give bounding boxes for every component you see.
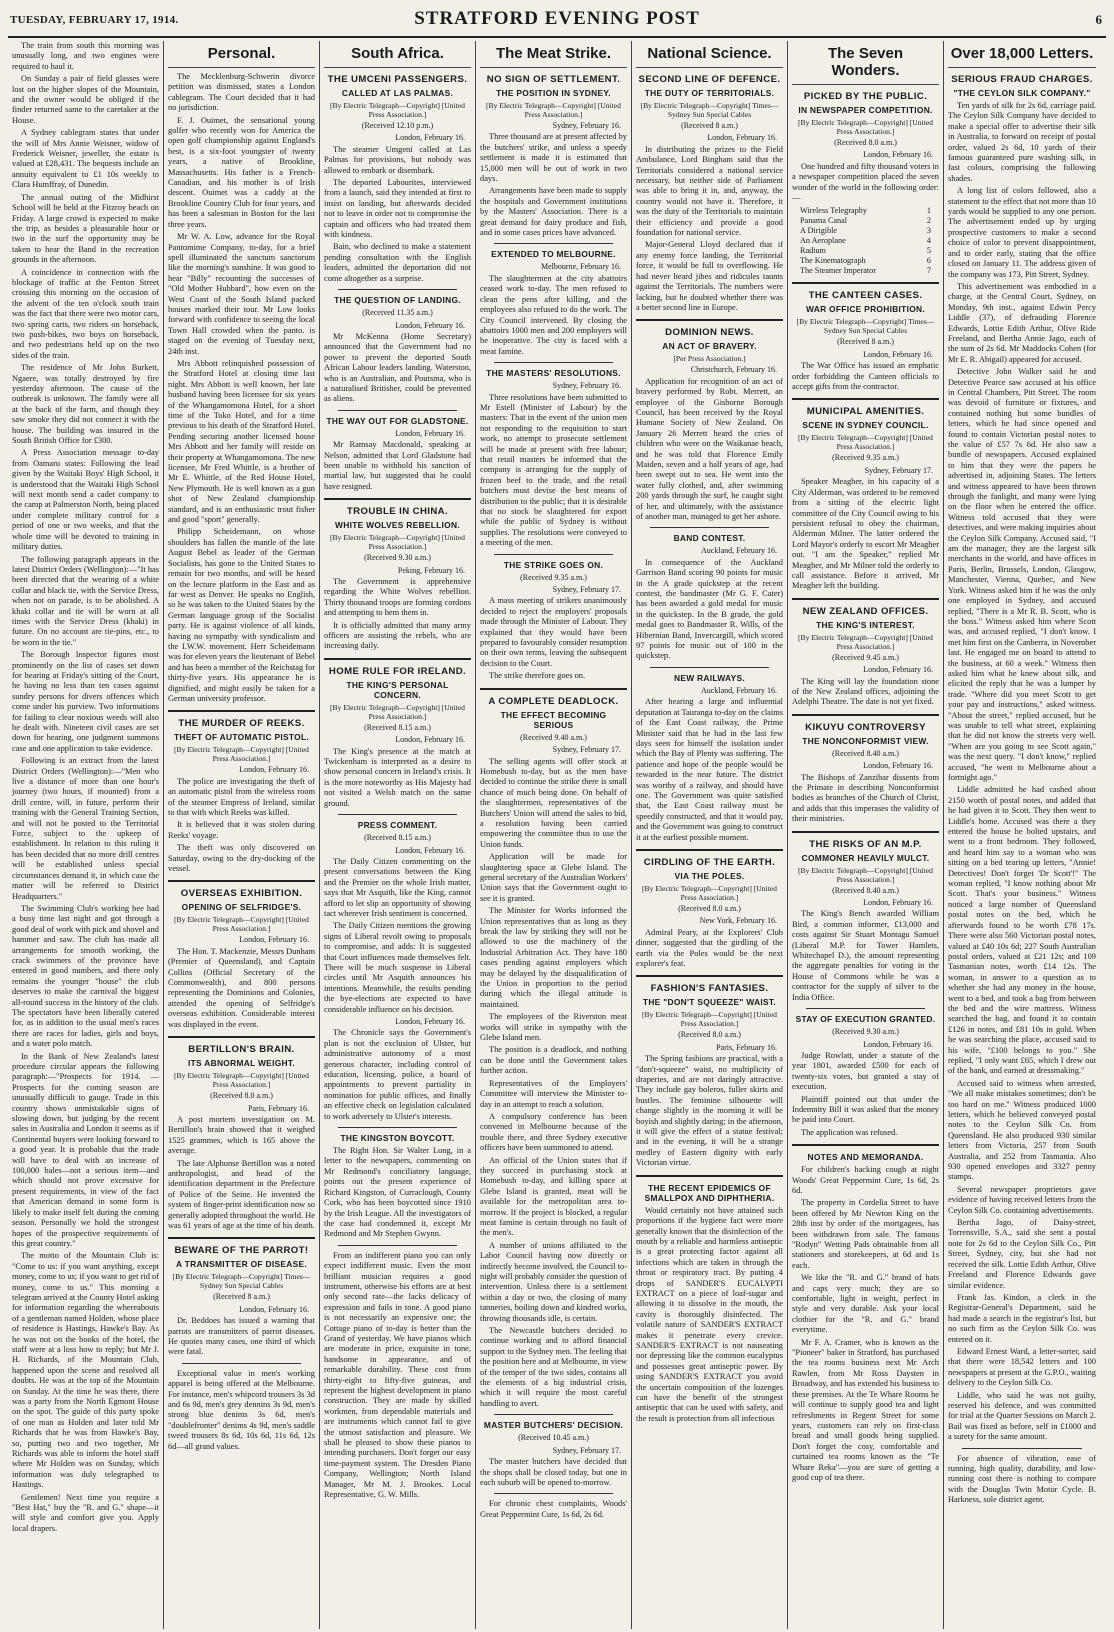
divider [168, 1237, 315, 1239]
paragraph: We like the "R. and G." brand of hats and caps very much; they are so comfortable, light in weight, perfect in style and very durable. Ask your local clothier for the "R. and G." brand everytime. [792, 1273, 939, 1335]
divider [636, 1175, 783, 1177]
paragraph: Three resolutions have been submitted to Mr Estell (Minister of Labour) by the masters: That in the event of the union men not responding to the requisition to start work, no attempt to prosecute settlement will be made at present with free labour; that retail masters be informed that the company is arranging for the supply of frozen beef to the trade, and the retail butchers must devise the best means of distribution to the public; that it is desirable that no stock be slaughtered for export while the public of Sydney is without supplies. The resolutions were conveyed to a meeting of the men. [480, 392, 627, 548]
wire-credit: [By Electric Telegraph—Copyright] [United Press Association.] [486, 101, 621, 119]
received-time: (Received 8.0 a.m.) [678, 903, 741, 913]
divider [338, 1245, 457, 1246]
paragraph: The residence of Mr John Burkett, Ngaere, was totally destroyed by fire yesterday afternoon. The cause of the outbreak is unknown. The family were all at the back of the farm, and though they saw smoke they did not connect it with the house. The building was insured in the South British Office for £300. [12, 363, 159, 446]
paragraph: The King will lay the foundation stone of the New Zealand offices, adjoining the Adelphi Theatre. The date is not yet fixed. [792, 676, 939, 707]
divider [792, 398, 939, 400]
dateline: London, February 16. [395, 845, 465, 855]
article-subheading: SCENE IN SYDNEY COUNCIL. [802, 420, 929, 431]
article-subheading: OPENING OF SELFRIDGE'S. [181, 902, 302, 913]
wire-credit: [By Electric Telegraph—Copyright] [United Press Association.] [330, 101, 465, 119]
wire-credit: [By Electric Telegraph—Copyright] [United Press Association.] [642, 883, 777, 902]
column-heading: Personal. [168, 41, 315, 68]
dateline: Sydney, February 17. [552, 585, 621, 595]
paragraph: The police are investigating the theft of an automatic pistol from the wireless room of the steamer Empress of Ireland, similar to that with which Reeks was killed. [168, 776, 315, 817]
paragraph: Several newspaper proprietors gave evidence of having received letters from the Ceylon Silk Co. containing advertisements. [948, 1184, 1096, 1215]
paragraph: The Mecklenburg-Schwerin divorce petition was dismissed, states a London cablegram. The Court decided that it had no jurisdiction. [168, 72, 315, 113]
column-seven-wonders [788, 41, 944, 1629]
paragraph: Judge Rowlatt, under a statute of the year 1801, awarded £500 for each of twenty-six votes, but granted a stay of execution. [792, 1050, 939, 1092]
paragraph: Edward Ernest Ward, a letter-sorter, said that there were 18,542 letters and 100 newspapers at present at the G.P.O., waiting delivery to the Ceylon Silk Co. [948, 1346, 1096, 1388]
wire-credit: [By Electric Telegraph—Copyright] Times—Sydney Sun Special Cables [172, 1272, 311, 1291]
divider [806, 1008, 925, 1009]
received-time: (Received 8 a.m.) [837, 337, 894, 347]
wire-credit: [By Electric Telegraph—Copyright] [United Press Association.] [798, 632, 933, 651]
dateline: Auckland, February 16. [701, 546, 777, 556]
paragraph: A Sydney cablegram states that under the will of Mrs Annie Weisner, widow of Frederick Weisner, jeweller, the estate is valued at £28,431. The bequests include an annuity equivalent to £1 10s weekly to Clara Humffray, of Dunedin. [12, 128, 159, 190]
paragraph: The Hon. T. Mackenzie, Messrs Dunham (Premier of Queensland), and Captain Collins (Official Secretary of the Commonwealth), and 800 persons representing the Dominions and Colonies, attended the opening of Selfridge's overseas exhibition. Considerable interest was displayed in the event. [168, 946, 315, 1029]
article-subheading: ITS ABNORMAL WEIGHT. [188, 1058, 295, 1069]
article-subheading: THE KINGSTON BOYCOTT. [340, 1133, 455, 1144]
received-time: (Received 9.30 a.m.) [364, 553, 431, 563]
dateline: London, February 16. [395, 735, 465, 745]
dateline: London, February 16. [863, 665, 933, 675]
column-heading: Over 18,000 Letters. [948, 41, 1096, 68]
paragraph: Bain, who declined to make a statement pending consultation with the English leaders, admitted the deportation did not come altogether as a surprise. [324, 242, 471, 283]
paragraph: Ten yards of silk for 2s 6d, carriage paid. The Ceylon Silk Company have decided to make a special offer to advertise their silk in Australia, to forward on receipt of postal order, valued 2s 6d, 10 yards of their famous guaranteed pure washing silk, in fast colours, comprising the following shades. [948, 101, 1096, 183]
article-subheading: THE DUTY OF TERRITORIALS. [644, 88, 775, 98]
masthead [8, 6, 1106, 38]
dateline: Paris, February 16. [716, 1042, 777, 1052]
paragraph: Mr W. A. Low, advance for the Royal Pantomime Company, to-day, for a brief spell illuminated the sanctum sanctorum like the morning's sunshine. It was good to hear "Billy" recounting the successes of "Old Mother Hubbard", how even on the West Coast of the South Island packed houses marked their tour. Mr Low looks forward with confidence to seeing the local Town Hall crowded when the panto. is staged on the evening of Tuesday next, 24th inst. [168, 232, 315, 356]
paragraph: The annual outing of the Midhirst School will be held at the Fitzroy beach on Friday. A large crowd is expected to make the trip, as besides a pleasurable hour or two in the surf the opportunity may be taken to hear the Band in the recreation grounds in the afternoon. [12, 192, 159, 265]
paragraph: A compulsory conference has been convened in Melbourne because of the trouble there, and three Sydney executive officers have been summoned to attend. [480, 1111, 627, 1153]
dateline: London, February 16. [395, 1017, 465, 1026]
column-heading: The Seven Wonders. [792, 41, 939, 85]
article-subheading: EXTENDED TO MELBOURNE. [491, 249, 616, 260]
article-headline: FASHION'S FANTASIES. [650, 983, 769, 995]
article-headline: HOME RULE FOR IRELAND. [328, 665, 467, 677]
divider [494, 1414, 613, 1415]
dateline: Christchurch, February 16. [690, 365, 777, 375]
dateline: Sydney, February 17. [552, 745, 621, 755]
divider [792, 282, 939, 284]
article-headline: THE UMCENI PASSENGERS. [327, 74, 468, 85]
divider [650, 667, 769, 668]
received-time: (Received 8.0 a.m.) [834, 138, 897, 147]
article-subheading: COMMONER HEAVILY MULCT. [801, 852, 930, 863]
divider [792, 714, 939, 716]
paragraph: The Minister for Works informed the Union representatives that as long as they break the law by striking they will not be allowed to use the machinery of the Industrial Arbitration Act. They have 180 cases pending against employers which may be delayed by the disqualification of the Union in proportion to the period during which the illegal attitude is maintained. [480, 906, 627, 1009]
article-headline: THE RISKS OF AN M.P. [809, 838, 922, 850]
article-headline: A COMPLETE DEADLOCK. [488, 695, 619, 707]
received-time: (Received 10.45 a.m.) [518, 1433, 589, 1443]
paragraph: The selling agents will offer stock at Homebush to-day, but as the men have decided to continue the strike there is small chance of much being done. On behalf of the slaughtermen, representatives of the Butchers' Union will attend the sales to bid, a resolution having been carried empowering the committee thus to use the Union funds. [480, 756, 627, 849]
paragraph: The Bishops of Zanzibar dissents from the Primate in describing Nonconformist bodies as branches of the Church of Christ, and adds that this imperases the validity of their ministries. [792, 772, 939, 824]
dateline: Paris, February 16. [248, 1103, 309, 1113]
paragraph: A mass meeting of strikers unanimously decided to reject the employers' proposals made through the Minister of Labour. They explained that they would have been prepared to favourably consider resumption on their own terms, leaving the subsequent decision to the Court. [480, 596, 627, 668]
received-time: (Received 8 a.m.) [681, 121, 738, 130]
divider [338, 814, 457, 815]
dateline: London, February 16. [863, 150, 933, 160]
article-subheading: NEW RAILWAYS. [673, 672, 746, 683]
paragraph: Mr McKenna (Home Secretary) announced that the Government had no power to prevent the deported South African Labour leaders landing. Waterston, who is an Australian, and Poutsma, who is a naturalised Britisher, could be prevented as aliens. [324, 331, 471, 404]
received-time: (Received 9.30 a.m.) [832, 1027, 899, 1037]
article-headline: THE CANTEEN CASES. [808, 290, 923, 302]
dateline: London, February 16. [239, 1304, 309, 1314]
article-headline: KIKUYU CONTROVERSY [805, 721, 926, 733]
advertisement: Gentlemen! Next time you require a "Best Hat," buy the "R. and G." shape—it will style and comfort give you. Apply local drapers. [12, 1492, 159, 1533]
divider [636, 319, 783, 321]
article-headline: BEWARE OF THE PARROT! [174, 1245, 309, 1257]
divider [338, 1127, 457, 1128]
wire-credit: [By Electric Telegraph—Copyright] [United Press Association.] [798, 433, 933, 452]
dateline: Auckland, February 16. [701, 685, 777, 695]
advertisement: Exceptional value in men's working apparel is being offered at the Melbourne. For instance, men's whipcord trousers 3s 3d and 6s 9d, men's grey dennins 3s 9d, men's strong blue denims 3s 6d, men's "doublefronter" denims 4s 9d, men's saddle tweed trousers 8s 6d, 10s 6d, 11s 6d, 12s 6d—all grand values. [168, 1368, 315, 1451]
received-time: (Received 12.10 p.m.) [361, 121, 434, 130]
article-headline: MUNICIPAL AMENITIES. [806, 406, 925, 418]
divider [636, 975, 783, 977]
column-local-news [8, 41, 164, 1629]
dateline: London, February 16. [863, 761, 933, 771]
dateline: London, February 16. [395, 133, 465, 143]
paragraph: The Right Hon. Sir Walter Long, in a letter to the newspapers, commenting on Mr Redmond's conciliatory language, points out the present experience of Richard Kingston, of Curraclough, County Cork, who has been boycotted since 1910 by the Irish League. All the investigators of the case had condemned it, except Mr Redmond and Mr Stephen Gwynn. [324, 1146, 471, 1239]
article-subheading: VIA THE POLES. [674, 870, 745, 881]
dateline: London, February 16. [239, 765, 309, 775]
divider [338, 410, 457, 411]
paragraph: The Chronicle says the Government's plan is not the exclusion of Ulster, but administrative autonomy of a most generous character, including control of education, licensing, police, a board of appointments to prevent partiality in nomination for public offices, and finally an effective check on legislation calculated to work adversely to Ulster's interests. [324, 1028, 471, 1121]
advertisement: Would certainly not have attained such proportions if the hygiene fact were more generally known that the disinfection of the mouth by a reliable and harmless antiseptic is a great protecting factor against all infections which are taken in through the throat or respiratory tract. By putting 4 drops of SANDER'S EUCALYPTI EXTRACT on a piece of loaf-sugar and allowing it to dissolve in the mouth, the cavity is thoroughly disinfected. The volatile nature of SANDER'S EXTRACT makes it penetrate every crevice. SANDER'S EXTRACT is not nauseating nor depressing like the common eucalyptus and possesses great antiseptic power. By using SANDER'S EXTRACT you avoid the uncertain composition of the lozenges can have the benefit of the strongest antiseptic that can be used with safety, and the result is protection from all infectious [636, 1205, 783, 1423]
paragraph: Mr Ramsay Macdonald, speaking at Nelson, admitted that Lord Gladstone had been unable to withhold his sanction of martial law, but suggested that he could have resigned. [324, 440, 471, 491]
paragraph: The Swimming Club's working bee had a busy time last night and got through a good deal of work with pick and shovel and hammer and saw. The club has made all arrangements for smooth working, the crack swimmers of the province have entered in good numbers, and there only remains the younger "house" the club deserves to make the carnival the biggest all-round success in the history of the club. The spectators have been liberally catered for, as in addition to the usual men's races there are races for ladies, girls and boys, and a water polo match. [12, 903, 159, 1049]
dateline: Peking, February 16. [397, 565, 465, 575]
wire-credit: [By Electric Telegraph—Copyright] [United Press Association.] [642, 1010, 777, 1029]
paragraph: The following paragraph appears in the latest District Orders (Wellington):—"It has been directed that the wearing of a white collar and black tie, with the Service Dress, when not on parade, is to be abolished. A khaki collar and tie will be worn at all times with the Service Dress (khaki) in future. On no account are tie-pins, etc., to be worn in the tie." [12, 554, 159, 647]
newspaper-title: STRATFORD EVENING POST [414, 8, 700, 29]
list-item: The Steamer Imperator 7 [800, 266, 931, 276]
article-headline: OVERSEAS EXHIBITION. [180, 888, 303, 900]
article-subheading: NOTES AND MEMORANDA. [807, 1152, 924, 1163]
received-time: (Received 9.35 a.m.) [832, 453, 899, 463]
paragraph: The War Office has issued an emphatic order forbidding the Canteen officials to accept gifts from the contractor. [792, 361, 939, 392]
paragraph: One hundred and fifty thousand voters in a newspaper competition placed the seven wonder of the world in the following order:— [792, 161, 939, 203]
article-headline: SERIOUS FRAUD CHARGES. [951, 74, 1093, 85]
dateline: London, February 16. [707, 133, 777, 143]
list-item: Radium 5 [800, 246, 931, 256]
article-subheading: MASTER BUTCHERS' DECISION. [483, 1420, 624, 1431]
divider [962, 1448, 1082, 1449]
paragraph: The Borough Inspector figures most prominently on the list of cases set down for hearing at Friday's sitting of the Court, he having no less than ten cases against sundry persons for divers offences which come under his purview. Two informations for failing to clear noxious weeds will also be dealt with. Nineteen civil cases are set down for hearing, one judgment summons case and one application to take evidence. [12, 650, 159, 753]
paragraph: The King's presence at the match at Twickenham is interpreted as a desire to show personal concern in Ireland's crisis. It is the more noteworthy as His Majesty had not visited a Welsh match on the same ground. [324, 746, 471, 808]
column-fraud-charges [944, 41, 1100, 1629]
paragraph: The motto of the Mountain Club is: "Come to us: if you want anything, except money, come to us; if you want to get rid of money, come to us." This morning a telegram arrived at the County Hotel asking for information regarding the whereabouts of a gentleman named Holden, whose place of residence is Hastings, Hawke's Bay. As he was not on the books of the hotel, the staff were at a loss how to reply; but Mr J. H. Richards, of the Mountain Club, happened upon the scene and resolved all doubts. He was at the top of the Mountain on Sunday. At the time he was there, there was a party from the North Egmont House on the spot. The guide of this party spoke of one man as Holden and later told Mr Richards that he was from Hawke's Bay, so, putting two and two together, Mr Richards was able to inform the hotel staff where Mr Holden was on Sunday, which information was duly telegraphed to Hastings. [12, 1251, 159, 1490]
paragraph: The King's Bench awarded William Bird, a common informer, £13,000 and costs against Sir Stuart Montagu Samuel (Liberal M.P. for Tower Hamlets, Whitechapel D.), the amount representing the aggregate penalties for voting in the House of Commons while he was a contractor for the supply of silver to the India Office. [792, 909, 939, 1002]
wire-credit: [By Electric Telegraph—Copyright] [United Press Association.] [798, 118, 933, 136]
list-item: Panama Canal 2 [800, 216, 931, 226]
list-item: Wireless Telegraphy 1 [800, 206, 931, 216]
paragraph: The Newcastle butchers decided to continue working and to afford financial support to the Sydney men. The feeling that the position here and at Melbourne, in view of the temper of the two sides, contains all the elements of a big industrial crisis, which it will require the most careful handling to avert. [480, 1326, 627, 1408]
article-subheading: CALLED AT LAS PALMAS. [341, 88, 454, 98]
article-subheading: THE NONCONFORMIST VIEW. [802, 735, 929, 746]
article-subheading: THE KING'S PERSONAL CONCERN. [346, 679, 449, 700]
wire-credit: [By Electric Telegraph—Copyright] Times—Sydney Sun Special Cables [796, 317, 935, 336]
paragraph: This advertisement was embodied in a charge, at the Central Court, Sydney, on Monday, 9th inst., against Edwin Percy Liddle (37), of defrauding Florence Edwards, Lottie Edith Arthur, Olive Ride Freeland, and Bertha Annie Jago, each of the sum of 2s 6d. Mr Maddocks Cohen (for Mr E. R. Abigail) appeared for accused. [948, 281, 1096, 364]
paragraph: F. J. Ouimet, the sensational young golfer who recently won for America the open golf championship against England's best, is a six-foot youngster of twenty years, a native of Brookline, Massachusetts. His father is a French-Canadian, and his mother is of Irish descent. Ouimet was a caddy at the Brookline Country Club for four years, and has been a salesman in Boston for the last three years. [168, 115, 315, 229]
divider [324, 658, 471, 660]
paragraph: Philipp Scheidemann, on whose shoulders has fallen the mantle of the late August Bebel as leader of the German Socialists, has gone to the United States to remain for two months, and will be heard on the lecture platform in the East and as far west as Denver. He speaks no English, so he was taken to the United States by the German language group of the Socialist party. He is against violence of all kinds, having no sympathy with syndicalism and the I.W.W. movement. Herr Scheidemann was for eleven years the lieutenant of Bebel and has been a member of the Reichstag for thirty-five years. His appearance he is dignified, and might easily be taken for a German university professor. [168, 527, 315, 703]
paragraph: It is officially admitted that many army officers are assisting the rebels, who are increasing daily. [324, 620, 471, 651]
divider [494, 1493, 613, 1494]
wire-credit: [By Electric Telegraph—Copyright] [United Press Association.] [798, 865, 933, 884]
received-time: (Received 9.35 a.m.) [520, 572, 587, 582]
article-subheading: THE EFFECT BECOMING SERIOUS [500, 709, 607, 730]
article-subheading: THE STRIKE GOES ON. [503, 559, 604, 570]
paragraph: Arrangements have been made to supply the hospitals and Government institutions by the Masters' Association. There is a great demand for dairy produce and fish, and in some cases prices have advanced. [480, 186, 627, 238]
wire-credit: [By Electric Telegraph—Copyright] [United Press Association.] [174, 745, 309, 764]
paragraph: A Press Association message to-day from Oamaru states: Following the lead given by the Waitaki Boys' High School, it is understood that the Waitaki High School will next month send a cadet company to the camp at Palmerston North, being placed under complete military control for a period of one or two weeks, and that the whole time will be devoted to training in military duties. [12, 448, 159, 552]
paragraph: Application will be made for slaughtering space at Glebe Island. The general secretary of the Australian Workers' Union says that the Government ought to see it is granted. [480, 852, 627, 903]
article-subheading: THE POSITION IN SYDNEY. [496, 88, 611, 98]
paragraph: In the Bank of New Zealand's latest procedure circular appears the following paragraph:—"Prospects for 1914. —Prospects for the coming season are unusually difficult to gauge. Trade in this country shows unmistakable signs of slowing down, but judging by the recent sales in Australia and London it seems as if Continental buyers were looking forward to a good year. It is probable that the trade will have to deal with an increase of 100,000 bales—not a serious item—and which should not prove excessive for present requirements, in view of the fact that American demand in some form is likely to make itself felt during the coming season. Personally we hold the strongest hopes of the prospective requirements of this great country." [12, 1051, 159, 1248]
wire-credit: [By Electric Telegraph—Copyright] [United Press Association.] [330, 533, 465, 552]
received-time: (Received 8.15 a.m.) [364, 833, 431, 843]
issue-date: TUESDAY, FEBRUARY 17, 1914. [10, 14, 179, 26]
article-subheading: BAND CONTEST. [673, 533, 746, 544]
column-personal [164, 41, 320, 1629]
dateline: Sydney, February 17. [864, 465, 933, 475]
paragraph: Speaker Meagher, in his capacity of a City Alderman, was ordered to be removed from a sitting of the electric light committee of the City Council owing to his persistent refusal to obey the chairman, Alderman Milner. The latter ordered the Lord Mayor's orderly to escort Mr Meagher out. "I am the Speaker," replied Mr Meagher, and Mr Milner told the orderly to call assistance. Before it arrived, Mr Meagher left the building. [792, 477, 939, 591]
divider [494, 554, 613, 555]
article-subheading: THE "DON'T SQUEEZE" WAIST. [642, 997, 777, 1008]
paragraph: Liddle, who said he was not guilty, reserved his defence, and was committed for trial at the Quarter Sessions on March 2. Bail was fixed as before, self in £1000 and a surety for the same amount. [948, 1390, 1096, 1442]
article-headline: NEW ZEALAND OFFICES. [802, 605, 929, 617]
paragraph: Liddle admitted he had cashed about 2150 worth of postal notes, and added that he had given it to Scott. They then went to Liddle's home. Accused was there a they entered the house he bolted upstairs, and went to a front bedroom. They followed, and heard him say to a woman who was sitting on a bed tearing up letters, "Annie! Detectives! Don't forget 'Dr Scott'!" The woman replied, "I know nothing about Mr Scott. That's your business." Witness noticed a large number of Queensland postal notes on the bed, which he afterwards found to be worth £78 17s. There were also 560 Victorian postal notes, valued at £40 10s 6d; 227 South Australian postal orders, valued at £21 12s; and 109 Tasmanian notes, worth £14 12s. The woman, in answer to a question as to whether she had any money in the house, went to a bed, and took a bag from between the bed and the wire mattress. Witness searched the bag, and found it to contain £126 in notes, and £81 10s in gold. When he was searching the place, accused said to his wife, "£100 belongs to you." She replied, "I only want £65, which I drew out of the bank, and earned at dressmaking." [948, 785, 1096, 1076]
paragraph: A post mortem investigation on M. Bertillon's brain showed that it weighed 1525 grammes, which is 165 above the average. [168, 1114, 315, 1156]
paragraph: The Daily Citizen commenting on the present conversations between the King and the Premier on the whole Irish matter, says that Mr Asquith, like the King, cannot afford to let slip an opportunity of showing tact wherever Irish sentiment is concerned. [324, 856, 471, 918]
divider [792, 1144, 939, 1146]
dateline: Sydney, February 16. [552, 381, 621, 391]
paragraph: For children's hacking cough at night Woods' Great Peppermint Cure, 1s 6d, 2s 6d. [792, 1165, 939, 1195]
divider [650, 527, 769, 528]
paragraph: Mrs Abbott relinquished possession of the Stratford Hotel at closing time last night. Mrs Abbott is well known, her late husband having been licensee for six years of the Whangamomona Hotel, for a short time of the Toko Hotel, and for a time previous to his death of the Stratford Hotel. Pending securing another licensed house Mrs Abbott and her family will reside on their property at Whangamomona. The new licensee, Mr Fred Whittle, is a brother of Mr E. Whittle, of the Red House Hotel, New Plymouth. He is well known as a gun shot of New Zealand championship standard, and is an enthusiastic trout fisher and good "sport" generally. [168, 358, 315, 525]
received-time: (Received 8.0 a.m.) [210, 1091, 273, 1101]
article-headline: PICKED BY THE PUBLIC. [803, 91, 928, 102]
paragraph: Admiral Peary, at the Explorers' Club dinner, suggested that the girdling of the earth via the Poles would be the next explorer's feat. [636, 927, 783, 968]
paragraph: The strike therefore goes on. [489, 671, 586, 681]
paragraph: A long list of colors followed, also a statement to the effect that not more than 10 yards would be supplied to any one person. The advertisement ended up by urging prospective customers to make a second choice of color to prevent disappointment, and to order early, stating that the office closed on January 11. The address given of the company was 173, Pitt Street, Sydney. [948, 186, 1096, 279]
column-south-africa [320, 41, 476, 1629]
paragraph: The master butchers have decided that the shops shall be closed today, but one in each suburb will be opened to-morrow. [480, 1457, 627, 1487]
paragraph: In distributing the prizes to the Field Ambulance, Lord Bingham said that the Territorials considered a national service necessary, but neither side of Parliament was able to bring it in, and, anyway, the country would not have it. Therefore, it was the duty of the Territorials to maintain their efficiency and provide a good foundation for national service. [636, 144, 783, 238]
article-headline: SECOND LINE OF DEFENCE. [638, 74, 781, 85]
received-time: (Received 8.40 a.m.) [832, 748, 899, 758]
dateline: London, February 16. [863, 1039, 933, 1049]
paragraph: Representatives of the Employers' Committee will interview the Minister to-day in an attempt to reach a solution. [480, 1078, 627, 1109]
divider [792, 831, 939, 833]
dateline: London, February 16. [395, 320, 465, 330]
advertisement: For chronic chest complaints, Woods' Great Peppermint Cure, 1s 6d, 2s 6d. [480, 1499, 627, 1519]
wire-credit: [Per Press Association.] [673, 354, 746, 364]
article-subheading: STAY OF EXECUTION GRANTED. [795, 1014, 936, 1025]
article-subheading: WAR OFFICE PROHIBITION. [805, 304, 926, 315]
list-item: An Aeroplane 4 [800, 236, 931, 246]
paragraph: The Spring fashions are practical, with a "don't-squeeze" waist, no multiplicity of draperies, and are not daringly attractive. They include gay boleros, fuller skirts and bustles. The feminine silhouette will change slightly in the morning it will be boyish and slightly daring; in the afternoon, it will give the effect of a statue festival; and in the evening, it will be a strange medley of Eastern dignity with early Victorian virtue. [636, 1054, 783, 1168]
article-headline: THE MURDER OF REEKS. [178, 718, 305, 730]
column-heading: The Meat Strike. [480, 41, 627, 68]
paragraph: On Sunday a pair of field glasses were lost on the higher slopes of the Mountain, and the owner would be obliged if the finder returned same to the caretaker at the House. [12, 74, 159, 125]
paragraph: The steamer Umgeni called at Las Palmas for provisions, but nobody was allowed to embark or disembark. [324, 144, 471, 175]
advertisement: From an indifferent piano you can only expect indifferent music. Even the most brilliant musician requires a good instrument, otherwise his efforts are at best only second rate—the lacks delicacy of expression and fails in tone. A good piano is not necessarily an expensive one; the Cottage piano of to-day is better than the Grand of yesterday. We have pianos which are moderate in price, exquisite in tone, handsome in appearance, and of remarkable durability. These cost from thirty-eight to fifty-five guineas, and represent the highest development in piano construction. They are made by skilled workmen, from dependable materials and are instruments which cannot fail to give the utmost satisfaction and pleasure. We shall be pleased to show these pianos to intending purchasers. Don't forget our easy time-payment system. The Dresden Piano Company, Wellington; North Island Manager, Mr M. J. Brookes. Local Representative, G. W. Mills. [324, 1250, 471, 1500]
paragraph: A number of unions affiliated to the Labor Council having now directly or indirectly become involved, the Council to-night will probably consider the question of intervention. Unless there is a settlement within a day or two, the closing of many tanneries, boiling down and kindred works, throwing thousands idle, is certain. [480, 1240, 627, 1323]
paragraph: Following is an extract from the latest District Orders (Wellington):—"Men who live a distance of more than one hour's journey (two hours, if mounted) from a drill centre, will, in future, perform their training with the General Training Section, and will not be posted to the Territorial Force, subject to the upkeep of establishment. In relation to this ruling it has been decided that no more drill centres will be established unless special circumstances demand it, in which case the matter will be referred to District Headquarters." [12, 756, 159, 901]
divider [168, 880, 315, 882]
divider [494, 362, 613, 363]
article-headline: BERTILLON'S BRAIN. [188, 1044, 295, 1056]
article-subheading: IN NEWSPAPER COMPETITION. [798, 105, 933, 115]
divider [168, 710, 315, 712]
column-heading: South Africa. [324, 41, 471, 68]
paragraph: Application for recognition of an act of bravery performed by Robt. Merrett, an employee of the Gisborne Borough Council, has been received by the Royal Humane Society of New Zealand. On January 26 Merrett heard the cries of children who were on the Waikanae beach, and he was told that Florence Emily Maiden, seven and a half years of age, had been swept out to sea. He went into the water fully clothed, and, after swimming 200 yards through the surf, he caught sight of her, and ultimately, with the assistance of another man, managed to get her ashore. [636, 376, 783, 521]
divider [480, 688, 627, 690]
paragraph: The late Alphonse Bertillon was a noted anthropologist, and head of the identification department in the Prefecture of Police of the Seine. He invented the system of finger-print identification now so generally adopted throughout the world. He was 61 years of age at the time of his death. [168, 1158, 315, 1230]
page-number: 6 [1095, 12, 1102, 27]
list-item: A Dirigible 3 [800, 226, 931, 236]
article-headline: TROUBLE IN CHINA. [346, 506, 449, 518]
article-subheading: THE MASTERS' RESOLUTIONS. [486, 368, 621, 379]
article-subheading: PRESS COMMENT. [357, 820, 438, 831]
dateline: Sydney, February 17. [552, 1445, 621, 1455]
wire-credit: [By Electric Telegraph—Copyright] Times—Sydney Sun Special Cables [640, 101, 779, 119]
paragraph: Plaintiff pointed out that under the Indemnity Bill it was asked that the money be paid into Court. [792, 1094, 939, 1125]
columns [8, 41, 1106, 1629]
article-subheading: A TRANSMITTER OF DISEASE. [176, 1259, 307, 1270]
dateline: London, February 16. [395, 428, 465, 438]
paragraph: Accused said to witness when arrested, "We all make mistakes sometimes; don't be too hard on me." Witness produced 1000 letters, which he believed conveyed postal notes to the Ceylon Silk Co. from Queensland. He also produced 930 similar letters from Victoria, 257 from South Australia, and 252 from Tasmania. Also 930 opened envelopes and 3327 penny stamps. [948, 1078, 1096, 1182]
divider [494, 243, 613, 244]
wire-credit: [By Electric Telegraph—Copyright] [United Press Association.] [174, 915, 309, 934]
received-time: (Received 11.35 a.m.) [362, 308, 433, 318]
paragraph: The Government is apprehensive regarding the White Wolves rebellion. Thirty thousand troops are forming cordons and attempting to hem them in. [324, 577, 471, 618]
article-headline: CIRDLING OF THE EARTH. [643, 856, 776, 868]
paragraph: Frank Jas. Kindon, a clerk in the Registrar-General's Department, said he had made a search in the registrar's list, but no such firm as the Ceylon Silk Co. was entered on it. [948, 1292, 1096, 1344]
article-headline: NO SIGN OF SETTLEMENT. [486, 74, 621, 85]
divider [636, 849, 783, 851]
article-subheading: "THE CEYLON SILK COMPANY." [953, 88, 1091, 98]
divider [168, 1036, 315, 1038]
divider [338, 289, 457, 290]
paragraph: Bertha Jago, of Daisy-street, Torrensville, S.A., said she sent a postal note for 2s 6d to the Ceylon Silk Co., Pitt Street, Sydney, city, but she had not received the silk. Lottie Edith Arthur, Olive Freeland and Florence Edwards gave similar evidence. [948, 1218, 1096, 1290]
article-subheading: WHITE WOLVES REBELLION. [335, 520, 460, 531]
received-time: (Received 8 a.m.) [213, 1292, 270, 1302]
received-time: (Received 8.40 a.m.) [832, 885, 899, 895]
column-meat-strike [476, 41, 632, 1629]
dateline: London, February 16. [239, 935, 309, 945]
divider [792, 598, 939, 600]
dateline: Sydney, February 16. [552, 121, 621, 130]
paragraph: After hearing a large and influential deputation at Tauranga to-day on the claims of the East Coast railway, the Prime Minister said that he had in the last few days seen for himself the isolation under which the Bay of Plenty was suffering. The patience and hope of the people would be rewarded in the near future. The district was worthy of a railway, and should have one. The Government was quite satisfied that, the East Coast railway must be speedily constructed, and that it would pay, and the Government was going to construct it at the earliest possible moment. [636, 697, 783, 842]
advertisement: For absence of vibration, ease of running, high quality, durability, and low-running cost there is nothing to compare with the Douglas Twin Motor Cycle. B. Harkness, sole district agent. [948, 1453, 1096, 1505]
column-national-science [632, 41, 788, 1629]
article-subheading: THE KING'S INTEREST. [816, 619, 915, 630]
paragraph: Dr. Beddoes has issued a warning that parrots are transmitters of parrot diseases. He quotes many cases, one third of which were fatal. [168, 1316, 315, 1357]
paragraph: The theft was only discovered on Saturday, owing to the dry-docking of the vessel. [168, 843, 315, 874]
article-subheading: THEFT OF AUTOMATIC PISTOL. [174, 732, 309, 743]
article-subheading: THE QUESTION OF LANDING. [334, 295, 461, 306]
paragraph: Three thousand are at present affected by the butchers' strike, and unless a speedy settlement is made it is estimated that 15,000 men will be out of work in two days. [480, 132, 627, 184]
paragraph: The deported Labourites, interviewed from a launch, said they intended at first to insist on landing, but afterwards decided not to leave in order not to compromise the captain and officers who had treated them with kindness. [324, 178, 471, 240]
dateline: Melbourne, February 16. [541, 262, 621, 272]
dateline: London, February 16. [863, 898, 933, 908]
paragraph: A coincidence in connection with the blockage of traffic at the Fenton Street crossing this morning on the occasion of the advent of the ten o'clock south train was the fact that there were two motor cars, two spring carts, two riders on horseback, two push-bikes, two boys on horseback, and two pedestrians held up on the two sides of the train. [12, 267, 159, 360]
paragraph: The slaughtermen at the city abattoirs ceased work to-day. The men refused to clean the pens after killing, and the employees also refused to do the work. The City Council intervened. By closing the abattoirs 1000 men and 200 employers will be inoperative. The city is faced with a meat famine. [480, 273, 627, 356]
paragraph: The train from south this morning was unusually long, and two engines were required to haul it. [12, 41, 159, 71]
received-time: (Received 8.0 a.m.) [678, 1030, 741, 1040]
paragraph: In consequence of the Auckland Garrison Band scoring 90 points for music in the A grade quickstep at the recent contest, the bandmaster (Mr G. F. Cater) has been awarded a gold medal for music in the quickstep. In the B grade, the gold medal goes to Bandmaster R. Wills, of the Hibernian Band, Invercargill, which scored 97 points for music out of 100 in the quickstep. [636, 557, 783, 661]
paragraph: It is believed that it was stolen during Reeks' voyage. [168, 820, 315, 840]
divider [182, 1363, 301, 1364]
dateline: New York, February 16. [699, 916, 777, 926]
paragraph: An official of the Union states that if they succeed in purchasing stock at Homebush to-day, and killing space at Glebe Island is granted, meat will be available for the metropolitan area to-morrow. If the project is blocked, a regular meat famine is certain through no fault of the men's. [480, 1155, 627, 1238]
article-subheading: AN ACT OF BRAVERY. [662, 341, 757, 352]
paragraph: The position is a deadlock, and nothing can be done until the Government takes further action. [480, 1045, 627, 1076]
paragraph: Detective John Walker said he and Detective Pearce saw accused at his office in Central Chambers, Pitt Street. The room was devoid of furniture or fixtures, and contained nothing but some bundles of letters, which he had since opened and found to contain Victorian postal notes to the value of £57 7s 6d. He also saw a bundle of newspapers. Accused explained to him that they were the papers he advertised in, adjoining States. The letters and witness appeared to have been thrown through the fanlight, and many were lying on the floor when he entered the office. Witness told accused that they were detectives, and were making inquiries about the Ceylon Silk Company. Accused said, "I am the manager, they are the largest silk merchants in the world, and have offices in Paris, Berlin, Brussels, London, Glasgow, Manchester, Vienna, Quebec, and New York. Witness asked him if he was the only one employed in Sydney, and accused replied, "There is a Mr R. B. Scott, who is the boss." Witness asked him where Scott was, and accused replied, "I don't know. I met him first on the Canberra, in November last. He engaged me on board to attend to the business, at 60 a week." Witness then asked him what he knew about silk, and elicited the reply that he was a lumper by trade. "Where did you meet Scott to get your pay and instructions," asked witness. "About the street," replied accused, but he was unable to tell what street, explaining that he did not know the streets very well. "When are you going to see Scott again," was the next query. "I don't know," replied accused, "he went to Melbourne about a fortnight ago." [948, 367, 1096, 782]
advertisement-heading: THE RECENT EPIDEMICS OF SMALLPOX AND DIPHTHERIA. [644, 1182, 775, 1203]
received-time: (Received 8.15 a.m.) [364, 722, 431, 732]
paragraph: Mr F. A. Cramer, who is known as the "Pioneer" baker in Stratford, has purchased the tea rooms business next Mr Arch Rawlen, from Mr Ross Daysten in Broadway, and has extended his business to these premises. At the Te Whare Rooms he will continue to supply good tea and light refreshments in Regent Street for some years, customers can rely on first-class bread and small goods being supplied. Don't forget the cosy, comfortable and curtained tea rooms known as the "Te Whare Reka"—you are sure of getting a good cup of tea there. [792, 1337, 939, 1482]
list-item: The Kinematograph 6 [800, 256, 931, 266]
article-subheading: THE WAY OUT FOR GLADSTONE. [326, 415, 469, 426]
article-headline: DOMINION NEWS. [665, 327, 754, 339]
paragraph: The Daily Citizen mentions the growing signs of Liberal revolt owing to proposals to compromise, and adds: It is suggested that Court influences made themselves felt. There will be much suspense in Liberal circles until Mr Asquith announces his intentions. Meanwhile, the results pending the bye-elections are expected to have considerable influence on his decision. [324, 921, 471, 1014]
wonders-list [800, 206, 939, 276]
column-heading: National Science. [636, 41, 783, 68]
wire-credit: [By Electric Telegraph—Copyright] [United Press Association.] [330, 702, 465, 721]
paragraph: The application was refused. [801, 1127, 898, 1137]
received-time: (Received 9.45 a.m.) [832, 652, 899, 662]
received-time: (Received 9.40 a.m.) [520, 732, 587, 742]
divider [324, 498, 471, 500]
paragraph: The employees of the Riverston meat works will strike in sympathy with the Glebe Island men. [480, 1012, 627, 1043]
dateline: London, February 16. [863, 349, 933, 359]
wire-credit: [By Electric Telegraph—Copyright] [United Press Association.] [174, 1071, 309, 1090]
paragraph: The property in Cordelia Street to have been offered by Mr Newton King on the 28th inst by order of the mortgagees, has been withdrawn from sale. The famous "Rodyn" Wetting Pads obtainable from all stationers and storekeepers, at 6d and 1s each. [792, 1198, 939, 1270]
paragraph: Major-General Lloyd declared that if any enemy force landing, the Territorial force, it would be full to overflowing. He had never heard jibes and ridicules taunts against the Territorials. The numbers were lacking, but he doubted whether there was a better second line in Europe. [636, 240, 783, 312]
